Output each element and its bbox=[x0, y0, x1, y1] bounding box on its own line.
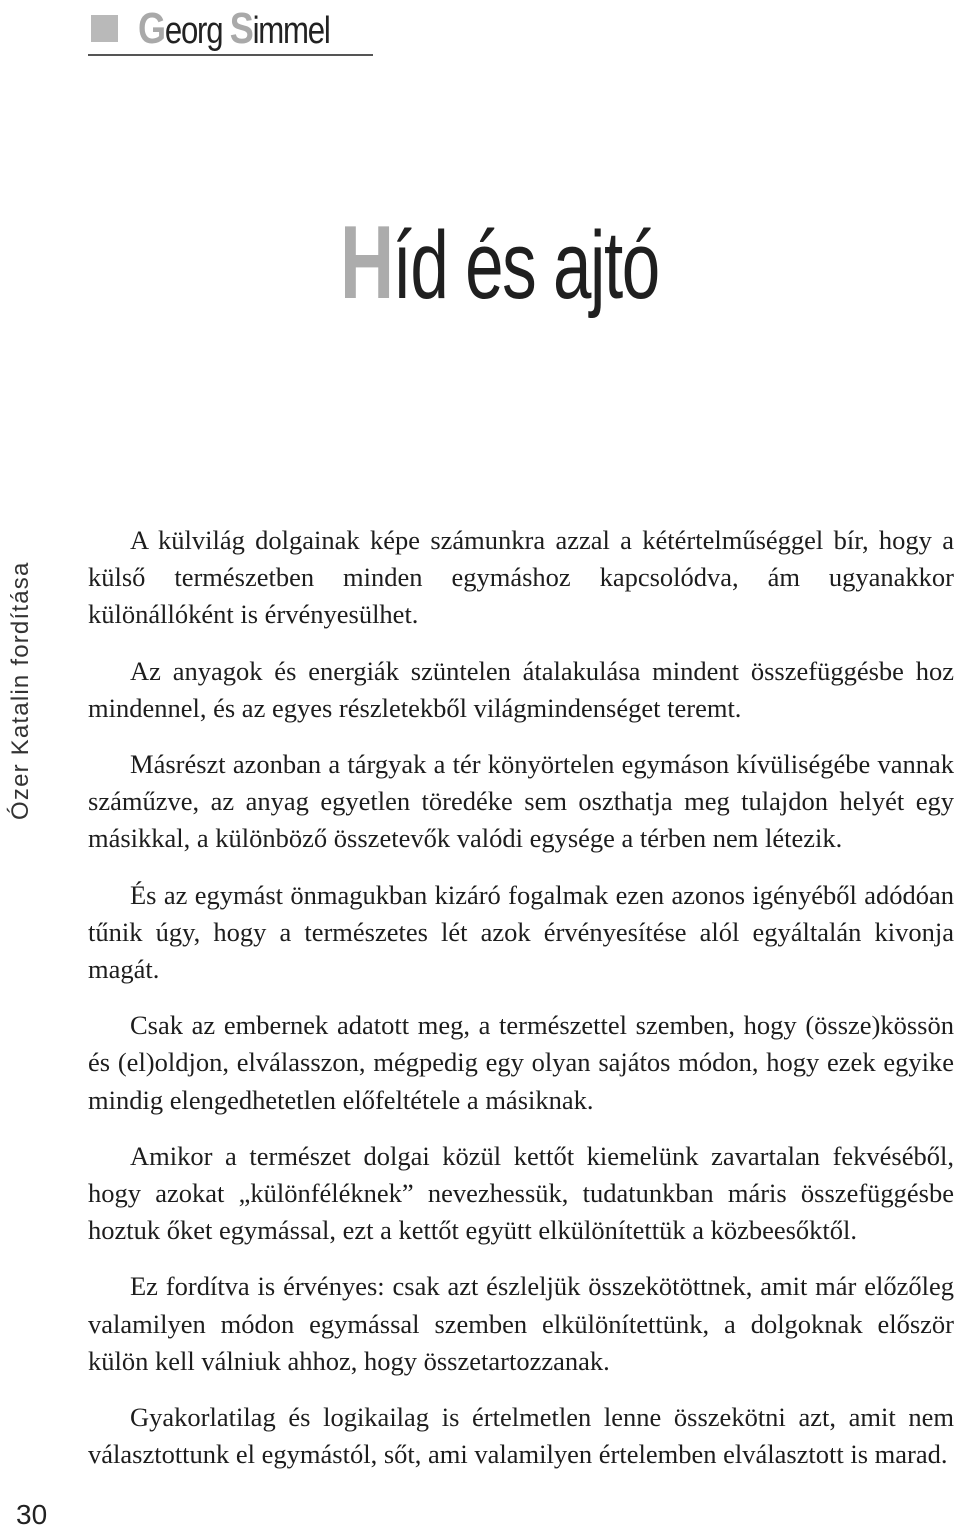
running-header bbox=[88, 6, 373, 56]
paragraph-2: Az anyagok és energiák szüntelen átalakulása mindent összefüggésbe hoz mindennel, és az egyes részletekből világmindenséget teremt. bbox=[88, 655, 954, 723]
author-initial-last: S bbox=[229, 4, 253, 53]
page-title bbox=[340, 205, 659, 321]
paragraph-4: És az egymást önmagukban kizáró fogalmak ezen azonos igényéből adódóan tűnik úgy, hogy a természetes lét azok érvényesítése alól egyáltalán kivonja magát. bbox=[88, 879, 954, 985]
paragraph-8: Gyakorlatilag és logikailag is értelmetlen lenne összekötni azt, amit nem választottunk el egymástól, sőt, ami valamilyen értelemben elválasztott is marad. bbox=[88, 1402, 954, 1470]
title-rest: íd és ajtó bbox=[392, 212, 659, 319]
page-number: 30 bbox=[16, 1499, 48, 1530]
author-rest-last: immel bbox=[252, 10, 330, 52]
author-name bbox=[138, 6, 330, 54]
header-square-icon bbox=[91, 15, 118, 42]
paragraph-5: Csak az embernek adatott meg, a természettel szemben, hogy (össze)kössön és (el)oldjon, elválasszon, mégpedig egy olyan sajátos módon, hogy ezek egyike mindig elengedhetetlen előfeltétele a másiknak. bbox=[88, 1010, 954, 1115]
paragraph-1: A külvilág dolgainak képe számunkra azzal a kétértelműséggel bír, hogy a külső természetben minden egymáshoz kapcsolódva, ám ugyanakkor különállóként is érvényesülhet. bbox=[88, 525, 954, 630]
paragraph-6: Amikor a természet dolgai közül kettőt kiemelünk zavartalan fekvéséből, hogy azokat „különféléknek” nevezhessük, tudatunkban máris összefüggésbe hoztuk őket egymással, ezt a kettőt együtt elkülönítettük a közbeesőktől. bbox=[88, 1140, 954, 1246]
paragraph-7: Ez fordítva is érvényes: csak azt észleljük összekötöttnek, amit már előzőleg valamilyen módon egymással szemben elkülönítettünk, a dolgoknak először külön kell válniuk ahhoz, hogy összetartozzanak. bbox=[88, 1271, 954, 1376]
author-initial-first: G bbox=[138, 4, 165, 53]
title-initial: H bbox=[340, 205, 393, 321]
author-rest-first: eorg bbox=[164, 10, 230, 52]
body-text bbox=[88, 522, 954, 1492]
paragraph-3: Másrészt azonban a tárgyak a tér könyörtelen egymáson kívüliségébe vannak száműzve, az anyag egyetlen töredéke sem oszthatja meg tulajdon helyét egy másikkal, a különböző összetevők valódi egysége a térben nem létezik. bbox=[88, 749, 954, 854]
translator-credit: Ózer Katalin fordítása bbox=[7, 561, 34, 820]
